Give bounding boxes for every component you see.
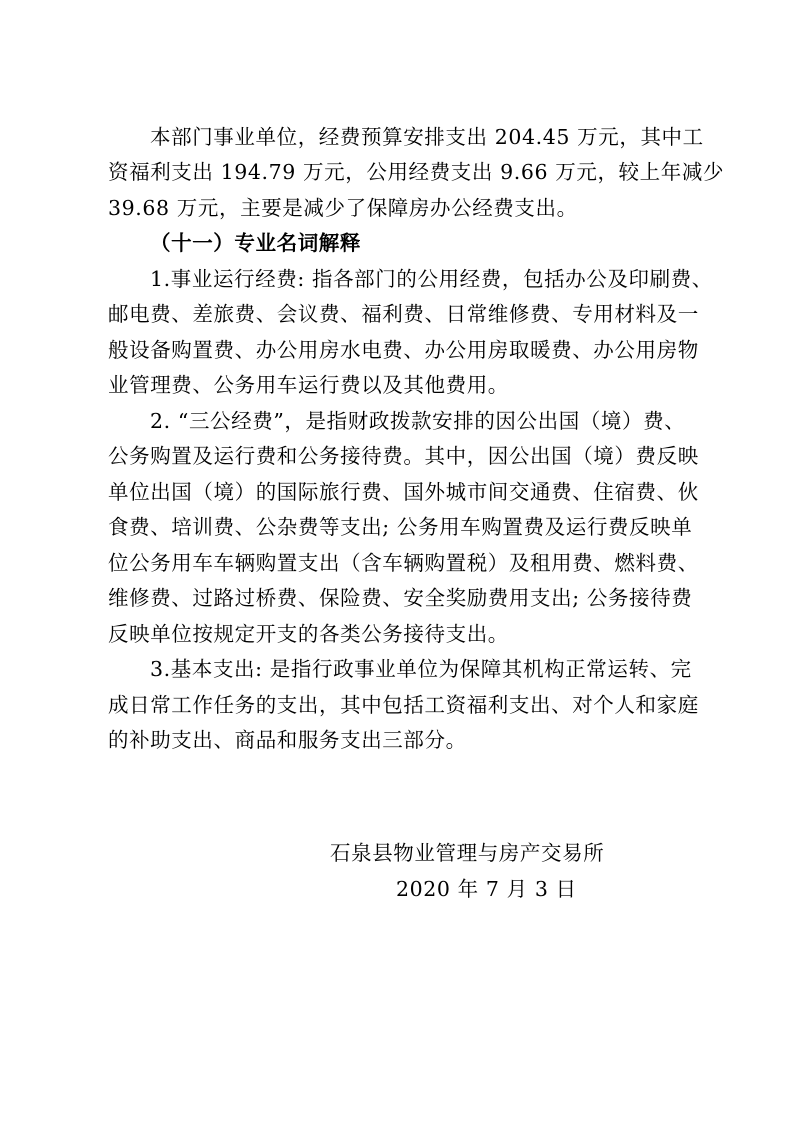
term-2-line-7: 反映单位按规定开支的各类公务接待支出。: [108, 622, 509, 646]
term-1-line-3: 般设备购置费、办公用房水电费、办公用房取暖费、办公用房物: [108, 338, 699, 362]
paragraph-budget-line-1: 本部门事业单位，经费预算安排支出 204.45 万元，其中工: [150, 125, 704, 149]
term-1-line-4: 业管理费、公务用车运行费以及其他费用。: [108, 373, 509, 397]
term-3-line-2: 成日常工作任务的支出，其中包括工资福利支出、对个人和家庭: [108, 693, 699, 717]
term-1-line-2: 邮电费、差旅费、会议费、福利费、日常维修费、专用材料及一: [108, 302, 699, 326]
term-1-line-1: 1.事业运行经费: 指各部门的公用经费，包括办公及印刷费、: [150, 267, 713, 291]
term-3-line-1: 3.基本支出: 是指行政事业单位为保障其机构正常运转、完: [150, 657, 692, 681]
paragraph-budget-line-3: 39.68 万元，主要是减少了保障房办公经费支出。: [108, 196, 578, 220]
section-heading: （十一）专业名词解释: [150, 231, 361, 255]
signature-date: 2020 年 7 月 3 日: [396, 877, 577, 901]
signature-organization: 石泉县物业管理与房产交易所: [330, 841, 605, 865]
term-2-line-5: 位公务用车车辆购置支出（含车辆购置税）及租用费、燃料费、: [108, 551, 699, 575]
term-2-line-4: 食费、培训费、公杂费等支出; 公务用车购置费及运行费反映单: [108, 515, 693, 539]
paragraph-budget-line-2: 资福利支出 194.79 万元，公用经费支出 9.66 万元，较上年减少: [108, 160, 725, 184]
term-2-line-3: 单位出国（境）的国际旅行费、国外城市间交通费、住宿费、伙: [108, 480, 699, 504]
term-2-line-1: 2. “三公经费”，是指财政拨款安排的因公出国（境）费、: [150, 409, 686, 433]
term-3-line-3: 的补助支出、商品和服务支出三部分。: [108, 728, 467, 752]
term-2-line-2: 公务购置及运行费和公务接待费。其中，因公出国（境）费反映: [108, 444, 699, 468]
term-2-line-6: 维修费、过路过桥费、保险费、安全奖励费用支出; 公务接待费: [108, 586, 693, 610]
